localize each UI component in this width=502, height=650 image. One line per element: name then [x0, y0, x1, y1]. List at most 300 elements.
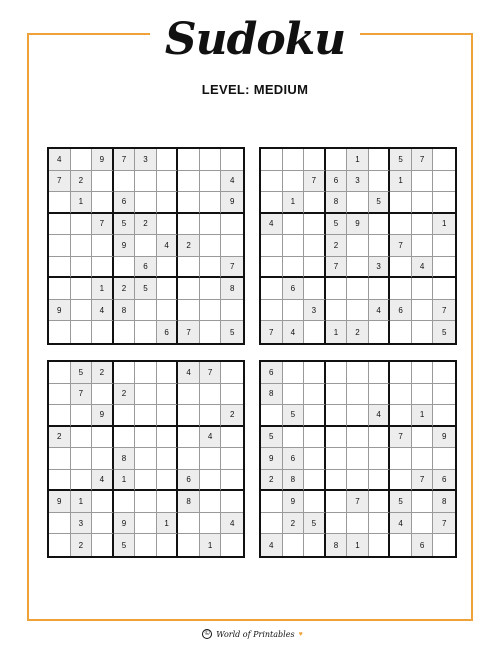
sudoku-cell: 2 — [221, 405, 243, 427]
sudoku-cell — [433, 278, 455, 300]
brand-name: World of Printables — [216, 629, 295, 639]
sudoku-cell — [221, 427, 243, 449]
sudoku-cell — [135, 470, 157, 492]
sudoku-cell — [369, 513, 391, 535]
sudoku-cell — [369, 384, 391, 406]
sudoku-cell: 8 — [114, 300, 136, 322]
sudoku-cell — [433, 171, 455, 193]
sudoku-cell — [347, 405, 369, 427]
sudoku-cell — [369, 214, 391, 236]
sudoku-cell — [261, 235, 283, 257]
sudoku-cell: 5 — [221, 321, 243, 343]
sudoku-cell — [412, 235, 434, 257]
sudoku-cell — [92, 257, 114, 279]
sudoku-cell: 6 — [178, 470, 200, 492]
sudoku-cell — [135, 534, 157, 556]
sudoku-cell — [433, 534, 455, 556]
sudoku-cell — [326, 491, 348, 513]
sudoku-cell — [92, 321, 114, 343]
sudoku-cell — [157, 278, 179, 300]
sudoku-cell: 2 — [49, 427, 71, 449]
sudoku-cell: 6 — [412, 534, 434, 556]
sudoku-cell — [157, 362, 179, 384]
sudoku-cell — [71, 405, 93, 427]
sudoku-cell: 2 — [71, 171, 93, 193]
sudoku-cell: 4 — [369, 405, 391, 427]
sudoku-cell — [71, 278, 93, 300]
sudoku-cell — [157, 491, 179, 513]
sudoku-cell — [49, 321, 71, 343]
sudoku-cell — [390, 192, 412, 214]
sudoku-cell: 7 — [92, 214, 114, 236]
sudoku-cell — [261, 257, 283, 279]
sudoku-cell — [283, 300, 305, 322]
sudoku-cell: 7 — [433, 513, 455, 535]
sudoku-cell — [92, 235, 114, 257]
sudoku-cell — [412, 278, 434, 300]
sudoku-cell: 1 — [92, 278, 114, 300]
sudoku-cell — [178, 513, 200, 535]
sudoku-cell — [135, 321, 157, 343]
sudoku-cell — [369, 171, 391, 193]
sudoku-cell — [221, 470, 243, 492]
sudoku-cell — [114, 321, 136, 343]
sudoku-cell — [433, 448, 455, 470]
sudoku-cell — [412, 427, 434, 449]
sudoku-cell — [283, 214, 305, 236]
sudoku-cell — [347, 257, 369, 279]
sudoku-cell — [157, 534, 179, 556]
sudoku-cell — [261, 300, 283, 322]
sudoku-cell — [369, 448, 391, 470]
sudoku-cell: 7 — [412, 149, 434, 171]
sudoku-cell — [178, 534, 200, 556]
sudoku-cell — [283, 149, 305, 171]
sudoku-cell — [92, 513, 114, 535]
sudoku-cell — [390, 448, 412, 470]
sudoku-cell — [412, 448, 434, 470]
sudoku-cell: 4 — [261, 214, 283, 236]
sudoku-cell: 1 — [200, 534, 222, 556]
sudoku-cell: 4 — [49, 149, 71, 171]
sudoku-cell — [412, 362, 434, 384]
sudoku-cell — [326, 470, 348, 492]
sudoku-cell — [433, 192, 455, 214]
sudoku-puzzle-1 — [47, 147, 245, 345]
sudoku-cell: 8 — [433, 491, 455, 513]
brand-footer — [180, 626, 325, 642]
sudoku-cell — [433, 362, 455, 384]
sudoku-cell: 8 — [114, 448, 136, 470]
sudoku-cell: 4 — [157, 235, 179, 257]
sudoku-cell: 5 — [114, 534, 136, 556]
sudoku-cell — [135, 384, 157, 406]
sudoku-cell: 3 — [71, 513, 93, 535]
sudoku-cell: 2 — [135, 214, 157, 236]
sudoku-cell — [157, 149, 179, 171]
sudoku-cell — [347, 427, 369, 449]
sudoku-cell: 2 — [92, 362, 114, 384]
sudoku-cell — [326, 362, 348, 384]
sudoku-cell — [412, 513, 434, 535]
sudoku-cell — [178, 278, 200, 300]
sudoku-cell — [71, 470, 93, 492]
sudoku-cell — [283, 384, 305, 406]
sudoku-cell — [92, 427, 114, 449]
sudoku-cell — [283, 235, 305, 257]
sudoku-cell: 9 — [261, 448, 283, 470]
heart-icon: ♥ — [298, 630, 303, 638]
sudoku-cell — [304, 321, 326, 343]
sudoku-cell: 9 — [283, 491, 305, 513]
sudoku-cell — [221, 384, 243, 406]
sudoku-cell — [412, 491, 434, 513]
sudoku-cell — [283, 362, 305, 384]
sudoku-cell: 7 — [326, 257, 348, 279]
sudoku-cell — [178, 427, 200, 449]
sudoku-cell — [347, 278, 369, 300]
sudoku-cell — [304, 534, 326, 556]
sudoku-cell — [157, 257, 179, 279]
sudoku-cell — [200, 470, 222, 492]
sudoku-cell: 5 — [283, 405, 305, 427]
sudoku-cell: 9 — [114, 513, 136, 535]
sudoku-cell — [221, 235, 243, 257]
sudoku-cell — [92, 491, 114, 513]
sudoku-cell — [92, 534, 114, 556]
sudoku-cell: 5 — [433, 321, 455, 343]
sudoku-cell — [135, 171, 157, 193]
sudoku-cell — [71, 235, 93, 257]
sudoku-cell: 4 — [261, 534, 283, 556]
sudoku-cell — [49, 384, 71, 406]
sudoku-cell: 7 — [200, 362, 222, 384]
sudoku-cell — [261, 278, 283, 300]
sudoku-cell — [178, 405, 200, 427]
sudoku-cell — [369, 470, 391, 492]
sudoku-cell — [326, 300, 348, 322]
sudoku-cell — [200, 448, 222, 470]
page-title: Sudoku — [164, 14, 346, 65]
sudoku-cell: 6 — [157, 321, 179, 343]
sudoku-cell — [390, 405, 412, 427]
sudoku-cell — [283, 534, 305, 556]
sudoku-cell — [283, 427, 305, 449]
sudoku-cell: 6 — [135, 257, 157, 279]
sudoku-cell: 4 — [92, 300, 114, 322]
sudoku-cell — [390, 278, 412, 300]
sudoku-cell: 7 — [347, 491, 369, 513]
sudoku-cell — [114, 257, 136, 279]
sudoku-cell — [114, 171, 136, 193]
sudoku-cell: 4 — [221, 171, 243, 193]
sudoku-cell — [157, 470, 179, 492]
sudoku-cell — [135, 235, 157, 257]
sudoku-cell — [412, 300, 434, 322]
sudoku-cell: 4 — [283, 321, 305, 343]
sudoku-cell: 2 — [347, 321, 369, 343]
sudoku-cell — [200, 278, 222, 300]
sudoku-cell: 4 — [178, 362, 200, 384]
sudoku-cell — [326, 384, 348, 406]
sudoku-cell — [157, 405, 179, 427]
sudoku-cell: 7 — [49, 171, 71, 193]
sudoku-cell: 2 — [283, 513, 305, 535]
sudoku-cell: 9 — [433, 427, 455, 449]
sudoku-cell: 3 — [369, 257, 391, 279]
sudoku-cell: 6 — [261, 362, 283, 384]
sudoku-cell — [369, 362, 391, 384]
sudoku-cell — [304, 362, 326, 384]
sudoku-cell — [304, 257, 326, 279]
sudoku-cell — [92, 448, 114, 470]
sudoku-cell — [433, 405, 455, 427]
sudoku-cell: 6 — [283, 278, 305, 300]
sudoku-cell: 7 — [221, 257, 243, 279]
sudoku-cell — [369, 235, 391, 257]
sudoku-cell: 8 — [326, 534, 348, 556]
sudoku-cell: 2 — [326, 235, 348, 257]
sudoku-cell — [433, 235, 455, 257]
sudoku-cell — [71, 448, 93, 470]
sudoku-cell — [390, 470, 412, 492]
sudoku-cell: 6 — [283, 448, 305, 470]
sudoku-puzzle-3 — [47, 360, 245, 558]
sudoku-cell: 1 — [157, 513, 179, 535]
sudoku-cell — [92, 192, 114, 214]
sudoku-cell — [49, 405, 71, 427]
sudoku-cell: 5 — [369, 192, 391, 214]
sudoku-cell — [178, 257, 200, 279]
sudoku-cell — [221, 534, 243, 556]
sudoku-cell: 1 — [326, 321, 348, 343]
sudoku-cell — [221, 214, 243, 236]
sudoku-cell: 8 — [261, 384, 283, 406]
sudoku-cell — [178, 171, 200, 193]
sudoku-cell — [49, 214, 71, 236]
sudoku-cell — [135, 448, 157, 470]
sudoku-cell: 1 — [390, 171, 412, 193]
sudoku-cell — [114, 491, 136, 513]
sudoku-cell: 6 — [433, 470, 455, 492]
sudoku-cell — [221, 149, 243, 171]
sudoku-cell — [412, 192, 434, 214]
sudoku-cell — [200, 149, 222, 171]
sudoku-puzzle-2 — [259, 147, 457, 345]
sudoku-cell: 6 — [114, 192, 136, 214]
sudoku-cell — [261, 513, 283, 535]
sudoku-cell: 9 — [92, 405, 114, 427]
sudoku-cell: 4 — [390, 513, 412, 535]
sudoku-cell: 5 — [326, 214, 348, 236]
sudoku-cell — [200, 491, 222, 513]
sudoku-cell: 4 — [221, 513, 243, 535]
sudoku-cell — [369, 321, 391, 343]
sudoku-cell — [347, 513, 369, 535]
sudoku-cell — [200, 257, 222, 279]
sudoku-cell — [412, 171, 434, 193]
sudoku-cell — [200, 321, 222, 343]
sudoku-cell — [304, 405, 326, 427]
sudoku-cell — [135, 491, 157, 513]
sudoku-cell — [200, 300, 222, 322]
sudoku-cell — [178, 448, 200, 470]
sudoku-cell — [390, 534, 412, 556]
sudoku-cell — [221, 448, 243, 470]
sudoku-cell: 4 — [200, 427, 222, 449]
sudoku-cell — [369, 491, 391, 513]
sudoku-cell — [114, 427, 136, 449]
sudoku-cell — [304, 491, 326, 513]
sudoku-cell — [221, 362, 243, 384]
sudoku-cell — [304, 214, 326, 236]
sudoku-cell — [200, 192, 222, 214]
sudoku-cell: 2 — [114, 384, 136, 406]
sudoku-cell: 3 — [347, 171, 369, 193]
sudoku-cell — [390, 214, 412, 236]
sudoku-cell: 5 — [71, 362, 93, 384]
sudoku-cell: 4 — [369, 300, 391, 322]
sudoku-cell: 7 — [390, 427, 412, 449]
sudoku-cell — [92, 384, 114, 406]
sudoku-cell — [157, 448, 179, 470]
sudoku-cell — [200, 171, 222, 193]
sudoku-cell: 1 — [71, 491, 93, 513]
sudoku-cell: 6 — [390, 300, 412, 322]
sudoku-cell — [157, 192, 179, 214]
sudoku-cell — [304, 384, 326, 406]
sudoku-cell — [433, 384, 455, 406]
sudoku-cell — [261, 491, 283, 513]
sudoku-cell: 9 — [49, 491, 71, 513]
sudoku-cell: 8 — [178, 491, 200, 513]
sudoku-cell — [135, 427, 157, 449]
sudoku-cell — [157, 300, 179, 322]
sudoku-cell: 9 — [49, 300, 71, 322]
sudoku-cell: 9 — [347, 214, 369, 236]
sudoku-cell — [369, 427, 391, 449]
sudoku-cell — [261, 405, 283, 427]
sudoku-cell: 7 — [390, 235, 412, 257]
sudoku-cell: 7 — [114, 149, 136, 171]
sudoku-cell — [304, 192, 326, 214]
sudoku-cell — [49, 534, 71, 556]
sudoku-cell — [304, 149, 326, 171]
sudoku-cell — [221, 491, 243, 513]
sudoku-cell — [178, 149, 200, 171]
sudoku-cell — [200, 384, 222, 406]
sudoku-cell: 5 — [261, 427, 283, 449]
sudoku-cell: 8 — [326, 192, 348, 214]
sudoku-cell — [433, 257, 455, 279]
sudoku-cell — [178, 384, 200, 406]
sudoku-cell — [283, 171, 305, 193]
sudoku-cell — [304, 427, 326, 449]
sudoku-cell — [135, 300, 157, 322]
sudoku-cell — [261, 171, 283, 193]
sudoku-cell: 4 — [412, 257, 434, 279]
sudoku-cell — [326, 427, 348, 449]
sudoku-cell: 9 — [92, 149, 114, 171]
sudoku-cell — [347, 448, 369, 470]
sudoku-cell — [412, 214, 434, 236]
sudoku-cell — [347, 300, 369, 322]
sudoku-cell — [157, 427, 179, 449]
sudoku-cell — [369, 278, 391, 300]
sudoku-cell — [326, 278, 348, 300]
sudoku-cell — [304, 235, 326, 257]
sudoku-cell — [157, 171, 179, 193]
sudoku-cell — [390, 362, 412, 384]
sudoku-cell: 1 — [71, 192, 93, 214]
sudoku-cell: 8 — [283, 470, 305, 492]
sudoku-cell: 1 — [347, 534, 369, 556]
sudoku-cell — [135, 405, 157, 427]
sudoku-cell — [49, 257, 71, 279]
sudoku-cell: 3 — [304, 300, 326, 322]
sudoku-cell — [71, 321, 93, 343]
sudoku-cell — [71, 427, 93, 449]
sudoku-cell — [304, 278, 326, 300]
sudoku-cell — [304, 448, 326, 470]
sudoku-cell — [390, 257, 412, 279]
sudoku-cell — [347, 362, 369, 384]
sudoku-cell — [71, 300, 93, 322]
sudoku-cell — [71, 257, 93, 279]
sudoku-cell: 5 — [390, 149, 412, 171]
sudoku-cell — [304, 470, 326, 492]
sudoku-cell: 2 — [261, 470, 283, 492]
copyright-icon: © — [202, 629, 212, 639]
sudoku-cell: 4 — [92, 470, 114, 492]
sudoku-cell: 9 — [114, 235, 136, 257]
sudoku-cell — [326, 448, 348, 470]
sudoku-cell — [49, 235, 71, 257]
difficulty-level: LEVEL: MEDIUM — [201, 82, 309, 97]
sudoku-cell — [347, 192, 369, 214]
sudoku-cell — [49, 448, 71, 470]
sudoku-cell: 7 — [178, 321, 200, 343]
sudoku-cell — [369, 534, 391, 556]
sudoku-cell — [178, 300, 200, 322]
sudoku-cell — [261, 149, 283, 171]
sudoku-cell — [347, 235, 369, 257]
sudoku-cell: 7 — [433, 300, 455, 322]
sudoku-cell — [157, 214, 179, 236]
sudoku-cell: 2 — [114, 278, 136, 300]
sudoku-cell — [114, 405, 136, 427]
sudoku-cell — [261, 192, 283, 214]
sudoku-cell — [200, 513, 222, 535]
sudoku-cell — [92, 171, 114, 193]
sudoku-cell — [390, 321, 412, 343]
sudoku-cell: 5 — [135, 278, 157, 300]
sudoku-cell: 5 — [114, 214, 136, 236]
sudoku-cell — [178, 214, 200, 236]
sudoku-cell — [200, 214, 222, 236]
sudoku-cell — [200, 235, 222, 257]
sudoku-cell — [135, 192, 157, 214]
sudoku-cell — [347, 470, 369, 492]
sudoku-cell: 5 — [304, 513, 326, 535]
sudoku-cell: 5 — [390, 491, 412, 513]
sudoku-cell — [390, 384, 412, 406]
sudoku-cell — [49, 513, 71, 535]
sudoku-cell — [135, 513, 157, 535]
sudoku-cell — [114, 362, 136, 384]
sudoku-cell — [369, 149, 391, 171]
sudoku-cell — [135, 362, 157, 384]
